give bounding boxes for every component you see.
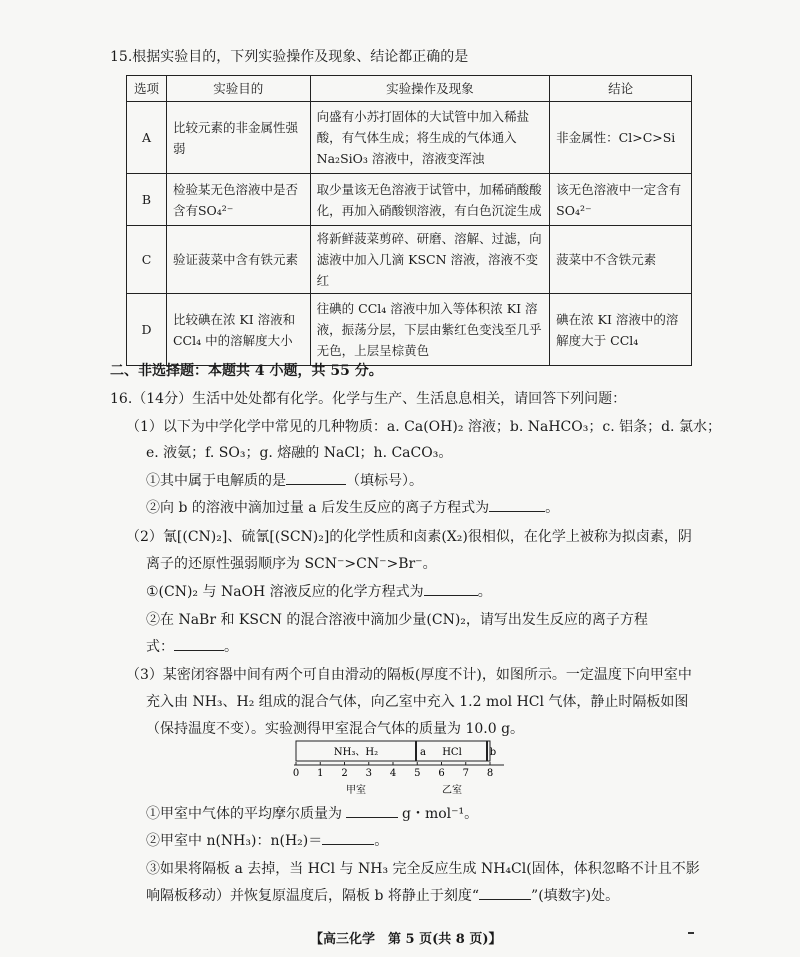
operation-cell: 往碘的 CCl₄ 溶液中加入等体积浓 KI 溶液，振荡分层，下层由紫红色变浅至几乎无色，上层呈棕黄色 — [310, 294, 550, 366]
section-heading: 二、非选择题：本题共 4 小题，共 55 分。 — [110, 363, 383, 379]
q16-2-1 — [146, 581, 492, 601]
conclusion-cell: 非金属性：Cl>C>Si — [550, 102, 692, 174]
table-row — [127, 294, 692, 366]
question-text: 响隔板移动）并恢复原温度后，隔板 b 将静止于刻度“ — [146, 888, 480, 904]
answer-blank[interactable] — [424, 581, 478, 596]
q16-part3-text-cont: 充入由 NH₃、H₂ 组成的混合气体，向乙室中充入 1.2 mol HCl 气体，静止时隔板如图 — [146, 694, 689, 710]
purpose-cell: 比较碘在浓 KI 溶液和 CCl₄ 中的溶解度大小 — [166, 294, 310, 366]
conclusion-cell: 菠菜中不含铁元素 — [550, 226, 692, 294]
question-text: ①其中属于电解质的是 — [146, 473, 286, 489]
partition-a-label: a — [420, 747, 426, 758]
container-diagram — [290, 738, 510, 798]
room1-gas-label: NH₃、H₂ — [333, 747, 379, 758]
scale-tick-label: 8 — [486, 768, 494, 779]
answer-blank[interactable] — [489, 497, 545, 512]
operation-cell: 取少量该无色溶液于试管中，加稀硝酸酸化，再加入硝酸钡溶液，有白色沉淀生成 — [310, 174, 550, 226]
q16-3-3: ③如果将隔板 a 去掉，当 HCl 与 NH₃ 完全反应生成 NH₄Cl(固体，体积忽略不计且不影 — [146, 861, 700, 877]
answer-blank[interactable] — [479, 885, 531, 900]
answer-blank[interactable] — [174, 636, 224, 651]
q16-3-2 — [146, 830, 388, 850]
header-option: 选项 — [127, 76, 167, 102]
question-text: 。 — [224, 639, 238, 655]
question-text: 。 — [477, 584, 492, 600]
room2-label: 乙室 — [442, 785, 462, 796]
scale-tick-label: 0 — [292, 768, 300, 779]
question-text: ②甲室中 n(NH₃)：n(H₂)＝ — [146, 833, 323, 849]
scale-tick-label: 2 — [341, 768, 348, 779]
q16-part2-text: （2）氰[(CN)₂]、硫氰[(SCN)₂]的化学性质和卤素(X₂)很相似，在化学上被称为拟卤素，阴 — [126, 529, 692, 545]
scale-tick-label: 1 — [317, 768, 324, 779]
question-text: ”(填数字)处。 — [531, 888, 620, 904]
operation-cell: 将新鲜菠菜剪碎、研磨、溶解、过滤，向滤液中加入几滴 KSCN 溶液，溶液不变红 — [310, 226, 550, 294]
q16-1-2 — [146, 497, 559, 517]
q16-part3-text: （3）某密闭容器中间有两个可自由滑动的隔板(厚度不计)，如图所示。一定温度下向甲室中 — [126, 667, 692, 683]
scale-tick-label: 6 — [438, 768, 445, 779]
operation-cell: 向盛有小苏打固体的大试管中加入稀盐酸，有气体生成；将生成的气体通入 Na₂SiO₃ 溶液中，溶液变浑浊 — [310, 102, 550, 174]
conclusion-cell: 该无色溶液中一定含有SO₄²⁻ — [550, 174, 692, 226]
question-15-title: 15.根据实验目的，下列实验操作及现象、结论都正确的是 — [110, 49, 469, 65]
q16-intro: 16.（14分）生活中处处都有化学。化学与生产、生活息息相关，请回答下列问题： — [110, 391, 627, 407]
room1-label: 甲室 — [346, 785, 366, 796]
header-conclusion: 结论 — [550, 76, 692, 102]
q16-2-2: ②在 NaBr 和 KSCN 的混合溶液中滴加少量(CN)₂，请写出发生反应的离子方程 — [146, 612, 648, 628]
q16-3-3-cont — [146, 885, 619, 905]
scale-tick-label: 4 — [389, 768, 397, 779]
experiment-table — [126, 75, 692, 366]
purpose-cell: 比较元素的非金属性强弱 — [166, 102, 310, 174]
option-label: D — [127, 294, 167, 366]
conclusion-cell: 碘在浓 KI 溶液中的溶解度大于 CCl₄ — [550, 294, 692, 366]
header-operation: 实验操作及现象 — [310, 76, 550, 102]
q16-part2-text-cont: 离子的还原性强弱顺序为 SCN⁻>CN⁻>Br⁻。 — [146, 556, 437, 572]
answer-blank[interactable] — [346, 803, 398, 818]
question-text: g・mol⁻¹。 — [402, 806, 479, 822]
answer-blank[interactable] — [286, 470, 346, 485]
q16-3-1 — [146, 803, 478, 823]
question-text: （填标号）。 — [346, 473, 423, 489]
room2-gas-label: HCl — [442, 747, 462, 758]
q16-part3-text-cont2: （保持温度不变）。实验测得甲室混合气体的质量为 10.0 g。 — [146, 721, 525, 737]
table-row — [127, 174, 692, 226]
header-purpose: 实验目的 — [166, 76, 310, 102]
question-text: ①(CN)₂ 与 NaOH 溶液反应的化学方程式为 — [146, 584, 424, 600]
q16-part1-text-cont: e. 液氨；f. SO₃；g. 熔融的 NaCl；h. CaCO₃。 — [146, 445, 453, 461]
table-row — [127, 102, 692, 174]
option-label: C — [127, 226, 167, 294]
purpose-cell: 验证菠菜中含有铁元素 — [166, 226, 310, 294]
option-label: A — [127, 102, 167, 174]
partition-b-label: b — [489, 747, 497, 758]
q16-2-2-cont — [146, 636, 238, 656]
question-text: ①甲室中气体的平均摩尔质量为 — [146, 806, 342, 822]
scale-tick-label: 3 — [365, 768, 372, 779]
question-text: ②向 b 的溶液中滴加过量 a 后发生反应的离子方程式为 — [146, 500, 490, 516]
table-row — [127, 226, 692, 294]
q16-part1-text: （1）以下为中学化学中常见的几种物质：a. Ca(OH)₂ 溶液；b. NaHCO₃；c. 铝条；d. 氯水； — [126, 419, 721, 435]
page-mark — [688, 932, 694, 934]
answer-blank[interactable] — [322, 830, 374, 845]
scale-tick-label: 7 — [462, 768, 469, 779]
option-label: B — [127, 174, 167, 226]
q16-1-1 — [146, 470, 423, 490]
question-text: 。 — [374, 833, 389, 849]
question-text: 式： — [146, 639, 174, 655]
purpose-cell: 检验某无色溶液中是否含有SO₄²⁻ — [166, 174, 310, 226]
scale-tick-label: 5 — [414, 768, 421, 779]
question-text: 。 — [545, 500, 560, 516]
table-header-row — [127, 76, 692, 102]
page-footer: 【高三化学 第 5 页(共 8 页)】 — [310, 932, 502, 947]
